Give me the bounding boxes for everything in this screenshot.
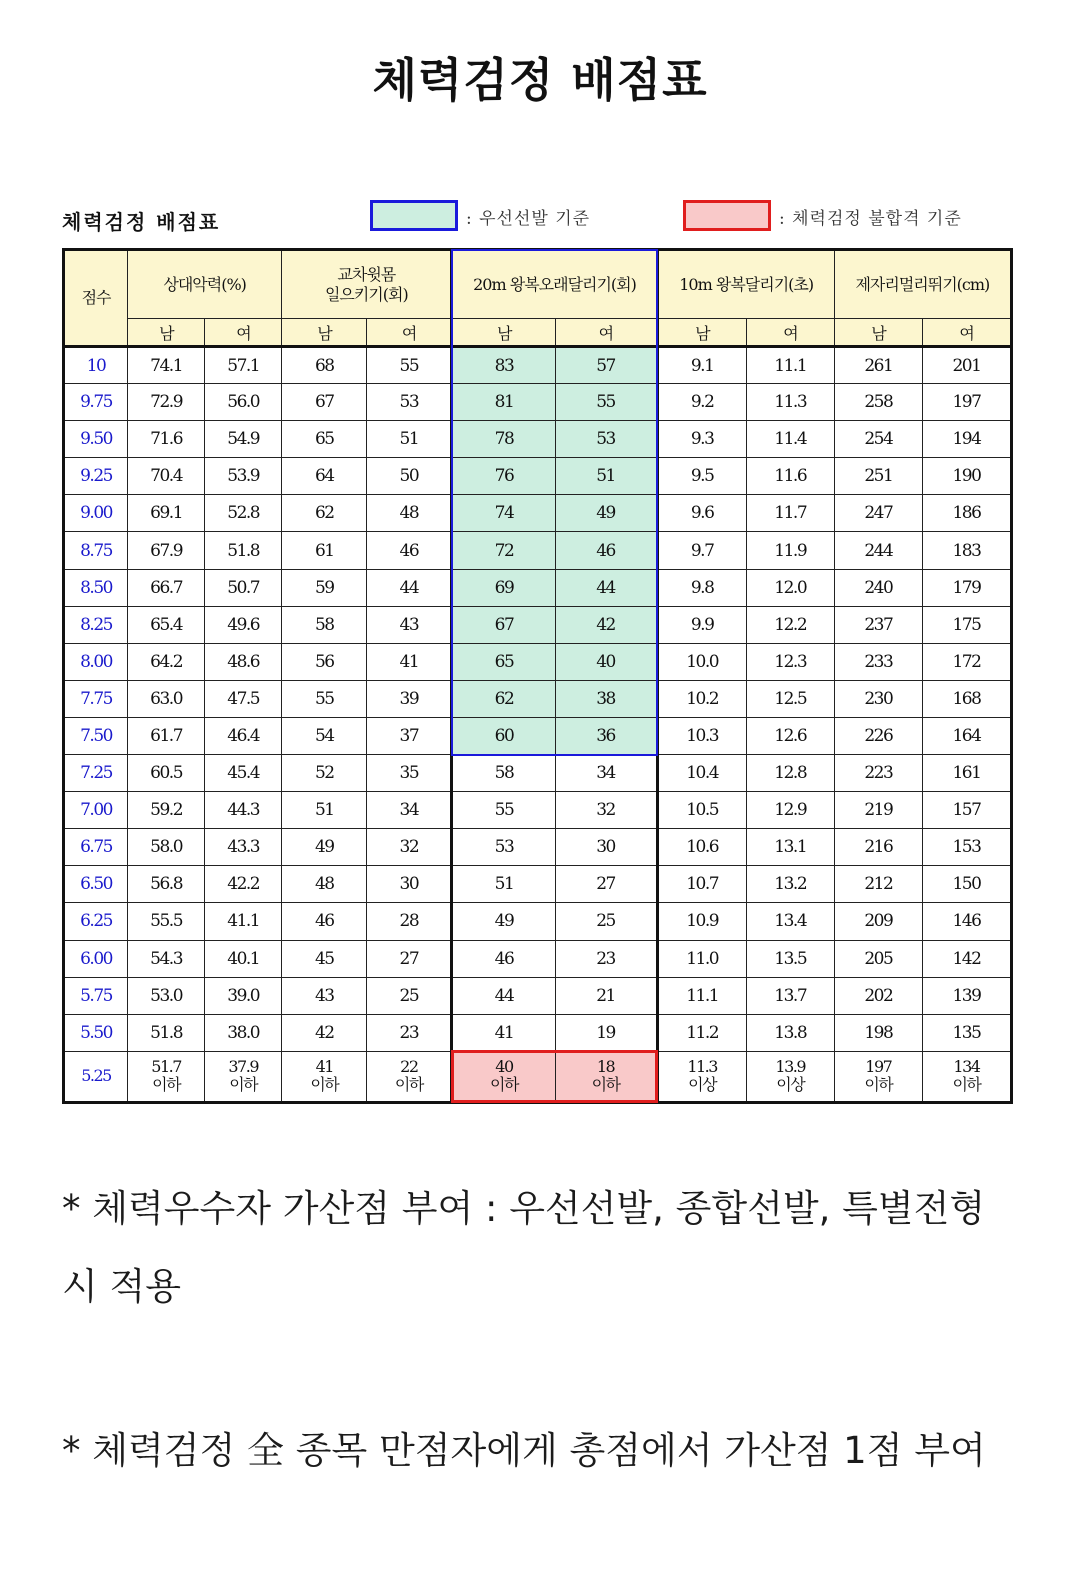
score-cell: 5.50 [64, 1014, 128, 1051]
value-cell: 51 [282, 792, 367, 829]
value-cell: 44 [555, 569, 657, 606]
value-cell: 48 [282, 866, 367, 903]
value-cell: 11.4 [746, 421, 834, 458]
value-cell: 49 [555, 495, 657, 532]
value-cell: 10.5 [657, 792, 746, 829]
value-cell: 135 [922, 1014, 1011, 1051]
value-cell: 67 [452, 606, 555, 643]
value-cell: 39.0 [205, 977, 282, 1014]
value-cell: 186 [922, 495, 1011, 532]
value-cell: 78 [452, 421, 555, 458]
value-cell: 36 [555, 717, 657, 754]
table-row [64, 606, 1012, 643]
header-gender-female: 여 [367, 319, 452, 347]
header-gender-male: 남 [657, 319, 746, 347]
value-cell: 226 [834, 717, 922, 754]
table-row [64, 792, 1012, 829]
header-gender-male: 남 [834, 319, 922, 347]
value-cell: 47.5 [205, 680, 282, 717]
table-row [64, 680, 1012, 717]
value-cell: 58 [452, 755, 555, 792]
value-cell: 240 [834, 569, 922, 606]
header-situps [282, 250, 452, 319]
value-cell: 21 [555, 977, 657, 1014]
value-cell: 54.3 [128, 940, 205, 977]
value-cell: 50.7 [205, 569, 282, 606]
value-cell: 38 [555, 680, 657, 717]
value-cell: 9.8 [657, 569, 746, 606]
value-cell: 40 [555, 643, 657, 680]
value-cell: 216 [834, 829, 922, 866]
value-cell: 251 [834, 458, 922, 495]
score-cell: 8.50 [64, 569, 128, 606]
value-cell: 49 [282, 829, 367, 866]
table-row [64, 1051, 1012, 1102]
header-shuttle-run-20m: 20m 왕복오래달리기(회) [452, 250, 657, 319]
value-cell: 42.2 [205, 866, 282, 903]
value-cell: 219 [834, 792, 922, 829]
value-cell: 9.5 [657, 458, 746, 495]
value-cell: 49 [452, 903, 555, 940]
value-cell: 69.1 [128, 495, 205, 532]
value-cell: 209 [834, 903, 922, 940]
value-cell: 22 이하 [367, 1051, 452, 1102]
legend-label-fail: : 체력검정 불합격 기준 [779, 209, 962, 229]
value-cell: 27 [367, 940, 452, 977]
value-cell: 52.8 [205, 495, 282, 532]
value-cell: 157 [922, 792, 1011, 829]
value-cell: 74 [452, 495, 555, 532]
value-cell: 46 [367, 532, 452, 569]
value-cell: 53.0 [128, 977, 205, 1014]
value-cell: 258 [834, 384, 922, 421]
table-row [64, 717, 1012, 754]
value-cell: 54 [282, 717, 367, 754]
value-cell: 197 [922, 384, 1011, 421]
value-cell: 56 [282, 643, 367, 680]
value-cell: 175 [922, 606, 1011, 643]
value-cell: 46 [555, 532, 657, 569]
page-title: 체력검정 배점표 [372, 53, 708, 107]
value-cell: 28 [367, 903, 452, 940]
score-cell: 10 [64, 347, 128, 384]
value-cell: 212 [834, 866, 922, 903]
value-cell: 23 [367, 1014, 452, 1051]
value-cell: 60.5 [128, 755, 205, 792]
value-cell: 10.7 [657, 866, 746, 903]
value-cell: 11.1 [657, 977, 746, 1014]
value-cell: 172 [922, 643, 1011, 680]
value-cell: 51 [367, 421, 452, 458]
value-cell: 72 [452, 532, 555, 569]
header-shuttle-run-10m: 10m 왕복달리기(초) [657, 250, 834, 319]
table-row [64, 643, 1012, 680]
score-cell: 5.75 [64, 977, 128, 1014]
value-cell: 48.6 [205, 643, 282, 680]
value-cell: 194 [922, 421, 1011, 458]
value-cell: 9.3 [657, 421, 746, 458]
value-cell: 57 [555, 347, 657, 384]
value-cell: 201 [922, 347, 1011, 384]
table-row [64, 903, 1012, 940]
table-row [64, 940, 1012, 977]
score-cell: 7.25 [64, 755, 128, 792]
value-cell: 261 [834, 347, 922, 384]
value-cell: 70.4 [128, 458, 205, 495]
value-cell: 244 [834, 532, 922, 569]
header-gender-male: 남 [452, 319, 555, 347]
table-row [64, 458, 1012, 495]
value-cell: 67.9 [128, 532, 205, 569]
value-cell: 10.9 [657, 903, 746, 940]
score-cell: 7.75 [64, 680, 128, 717]
value-cell: 190 [922, 458, 1011, 495]
value-cell: 55 [452, 792, 555, 829]
value-cell: 43 [367, 606, 452, 643]
value-cell: 10.3 [657, 717, 746, 754]
value-cell: 9.2 [657, 384, 746, 421]
value-cell: 56.0 [205, 384, 282, 421]
value-cell: 53 [367, 384, 452, 421]
value-cell: 65 [282, 421, 367, 458]
score-cell: 7.50 [64, 717, 128, 754]
score-cell: 9.75 [64, 384, 128, 421]
note-bonus-points: * 체력우수자 가산점 부여 : 우선선발, 종합선발, 특별전형 시 적용 [62, 1187, 986, 1308]
value-cell: 46 [282, 903, 367, 940]
value-cell: 62 [282, 495, 367, 532]
value-cell: 18 이하 [555, 1051, 657, 1102]
value-cell: 43 [282, 977, 367, 1014]
value-cell: 49.6 [205, 606, 282, 643]
value-cell: 41.1 [205, 903, 282, 940]
value-cell: 51 [555, 458, 657, 495]
value-cell: 41 [367, 643, 452, 680]
value-cell: 223 [834, 755, 922, 792]
value-cell: 65.4 [128, 606, 205, 643]
value-cell: 74.1 [128, 347, 205, 384]
value-cell: 57.1 [205, 347, 282, 384]
value-cell: 45 [282, 940, 367, 977]
value-cell: 51.8 [128, 1014, 205, 1051]
value-cell: 205 [834, 940, 922, 977]
value-cell: 55 [367, 347, 452, 384]
value-cell: 42 [282, 1014, 367, 1051]
value-cell: 12.2 [746, 606, 834, 643]
value-cell: 40.1 [205, 940, 282, 977]
value-cell: 41 이하 [282, 1051, 367, 1102]
value-cell: 10.0 [657, 643, 746, 680]
value-cell: 19 [555, 1014, 657, 1051]
value-cell: 55 [555, 384, 657, 421]
score-cell: 8.00 [64, 643, 128, 680]
value-cell: 51.7 이하 [128, 1051, 205, 1102]
value-cell: 202 [834, 977, 922, 1014]
header-score: 점수 [64, 250, 128, 347]
value-cell: 63.0 [128, 680, 205, 717]
value-cell: 58 [282, 606, 367, 643]
value-cell: 32 [367, 829, 452, 866]
value-cell: 56.8 [128, 866, 205, 903]
value-cell: 45.4 [205, 755, 282, 792]
value-cell: 9.7 [657, 532, 746, 569]
header-gender-female: 여 [746, 319, 834, 347]
value-cell: 12.0 [746, 569, 834, 606]
value-cell: 53 [555, 421, 657, 458]
value-cell: 44 [452, 977, 555, 1014]
value-cell: 42 [555, 606, 657, 643]
score-cell: 5.25 [64, 1051, 128, 1102]
value-cell: 142 [922, 940, 1011, 977]
value-cell: 38.0 [205, 1014, 282, 1051]
table-row [64, 866, 1012, 903]
value-cell: 68 [282, 347, 367, 384]
table-row [64, 977, 1012, 1014]
score-cell: 9.50 [64, 421, 128, 458]
value-cell: 12.3 [746, 643, 834, 680]
value-cell: 59.2 [128, 792, 205, 829]
value-cell: 11.3 [746, 384, 834, 421]
value-cell: 10.4 [657, 755, 746, 792]
value-cell: 150 [922, 866, 1011, 903]
value-cell: 54.9 [205, 421, 282, 458]
value-cell: 39 [367, 680, 452, 717]
value-cell: 37 [367, 717, 452, 754]
value-cell: 58.0 [128, 829, 205, 866]
value-cell: 44.3 [205, 792, 282, 829]
value-cell: 34 [367, 792, 452, 829]
value-cell: 139 [922, 977, 1011, 1014]
value-cell: 13.1 [746, 829, 834, 866]
value-cell: 67 [282, 384, 367, 421]
table-row [64, 495, 1012, 532]
value-cell: 30 [555, 829, 657, 866]
score-cell: 8.25 [64, 606, 128, 643]
value-cell: 9.1 [657, 347, 746, 384]
value-cell: 61.7 [128, 717, 205, 754]
value-cell: 12.9 [746, 792, 834, 829]
score-cell: 6.00 [64, 940, 128, 977]
table-row [64, 755, 1012, 792]
value-cell: 12.8 [746, 755, 834, 792]
value-cell: 13.2 [746, 866, 834, 903]
value-cell: 233 [834, 643, 922, 680]
value-cell: 35 [367, 755, 452, 792]
value-cell: 52 [282, 755, 367, 792]
value-cell: 153 [922, 829, 1011, 866]
value-cell: 12.5 [746, 680, 834, 717]
value-cell: 13.9 이상 [746, 1051, 834, 1102]
legend-row [0, 196, 1080, 236]
table-row [64, 347, 1012, 384]
header-gender-male: 남 [128, 319, 205, 347]
value-cell: 51.8 [205, 532, 282, 569]
value-cell: 81 [452, 384, 555, 421]
value-cell: 11.0 [657, 940, 746, 977]
value-cell: 11.9 [746, 532, 834, 569]
value-cell: 66.7 [128, 569, 205, 606]
value-cell: 46.4 [205, 717, 282, 754]
header-gender-female: 여 [205, 319, 282, 347]
value-cell: 53 [452, 829, 555, 866]
table-row [64, 569, 1012, 606]
legend-swatch-priority [370, 200, 458, 231]
value-cell: 12.6 [746, 717, 834, 754]
value-cell: 237 [834, 606, 922, 643]
table-row [64, 421, 1012, 458]
value-cell: 62 [452, 680, 555, 717]
value-cell: 164 [922, 717, 1011, 754]
table-row [64, 532, 1012, 569]
value-cell: 10.6 [657, 829, 746, 866]
value-cell: 69 [452, 569, 555, 606]
value-cell: 44 [367, 569, 452, 606]
header-gender-male: 남 [282, 319, 367, 347]
value-cell: 11.6 [746, 458, 834, 495]
value-cell: 247 [834, 495, 922, 532]
value-cell: 25 [555, 903, 657, 940]
table-row [64, 384, 1012, 421]
value-cell: 13.8 [746, 1014, 834, 1051]
value-cell: 254 [834, 421, 922, 458]
value-cell: 197 이하 [834, 1051, 922, 1102]
value-cell: 27 [555, 866, 657, 903]
value-cell: 65 [452, 643, 555, 680]
value-cell: 34 [555, 755, 657, 792]
value-cell: 13.4 [746, 903, 834, 940]
table-title: 체력검정 배점표 [62, 210, 221, 234]
score-cell: 8.75 [64, 532, 128, 569]
value-cell: 134 이하 [922, 1051, 1011, 1102]
score-cell: 6.75 [64, 829, 128, 866]
value-cell: 37.9 이하 [205, 1051, 282, 1102]
value-cell: 64.2 [128, 643, 205, 680]
header-situps-label: 교차윗몸 일으키기(회) [324, 264, 408, 304]
value-cell: 23 [555, 940, 657, 977]
header-gender-female: 여 [555, 319, 657, 347]
value-cell: 76 [452, 458, 555, 495]
score-cell: 6.50 [64, 866, 128, 903]
value-cell: 72.9 [128, 384, 205, 421]
value-cell: 198 [834, 1014, 922, 1051]
value-cell: 161 [922, 755, 1011, 792]
note-perfect-score-bonus: * 체력검정 全 종목 만점자에게 총점에서 가산점 1점 부여 [62, 1429, 986, 1472]
value-cell: 179 [922, 569, 1011, 606]
value-cell: 55.5 [128, 903, 205, 940]
value-cell: 61 [282, 532, 367, 569]
table-row [64, 829, 1012, 866]
value-cell: 146 [922, 903, 1011, 940]
value-cell: 9.9 [657, 606, 746, 643]
value-cell: 43.3 [205, 829, 282, 866]
value-cell: 59 [282, 569, 367, 606]
value-cell: 48 [367, 495, 452, 532]
value-cell: 168 [922, 680, 1011, 717]
value-cell: 11.7 [746, 495, 834, 532]
value-cell: 71.6 [128, 421, 205, 458]
value-cell: 9.6 [657, 495, 746, 532]
value-cell: 11.2 [657, 1014, 746, 1051]
score-cell: 9.00 [64, 495, 128, 532]
score-table [62, 248, 1013, 1104]
value-cell: 51 [452, 866, 555, 903]
value-cell: 11.3 이상 [657, 1051, 746, 1102]
legend-swatch-fail [683, 200, 771, 231]
value-cell: 13.7 [746, 977, 834, 1014]
header-gender-female: 여 [922, 319, 1011, 347]
table-row [64, 1014, 1012, 1051]
legend-label-priority: : 우선선발 기준 [466, 209, 591, 229]
value-cell: 25 [367, 977, 452, 1014]
value-cell: 183 [922, 532, 1011, 569]
value-cell: 53.9 [205, 458, 282, 495]
score-cell: 9.25 [64, 458, 128, 495]
value-cell: 230 [834, 680, 922, 717]
value-cell: 13.5 [746, 940, 834, 977]
score-cell: 6.25 [64, 903, 128, 940]
value-cell: 64 [282, 458, 367, 495]
value-cell: 41 [452, 1014, 555, 1051]
header-grip-strength: 상대악력(%) [128, 250, 282, 319]
value-cell: 50 [367, 458, 452, 495]
value-cell: 46 [452, 940, 555, 977]
value-cell: 83 [452, 347, 555, 384]
value-cell: 10.2 [657, 680, 746, 717]
value-cell: 32 [555, 792, 657, 829]
value-cell: 40 이하 [452, 1051, 555, 1102]
value-cell: 30 [367, 866, 452, 903]
value-cell: 55 [282, 680, 367, 717]
value-cell: 60 [452, 717, 555, 754]
header-long-jump: 제자리멀리뛰기(cm) [834, 250, 1011, 319]
value-cell: 11.1 [746, 347, 834, 384]
score-cell: 7.00 [64, 792, 128, 829]
